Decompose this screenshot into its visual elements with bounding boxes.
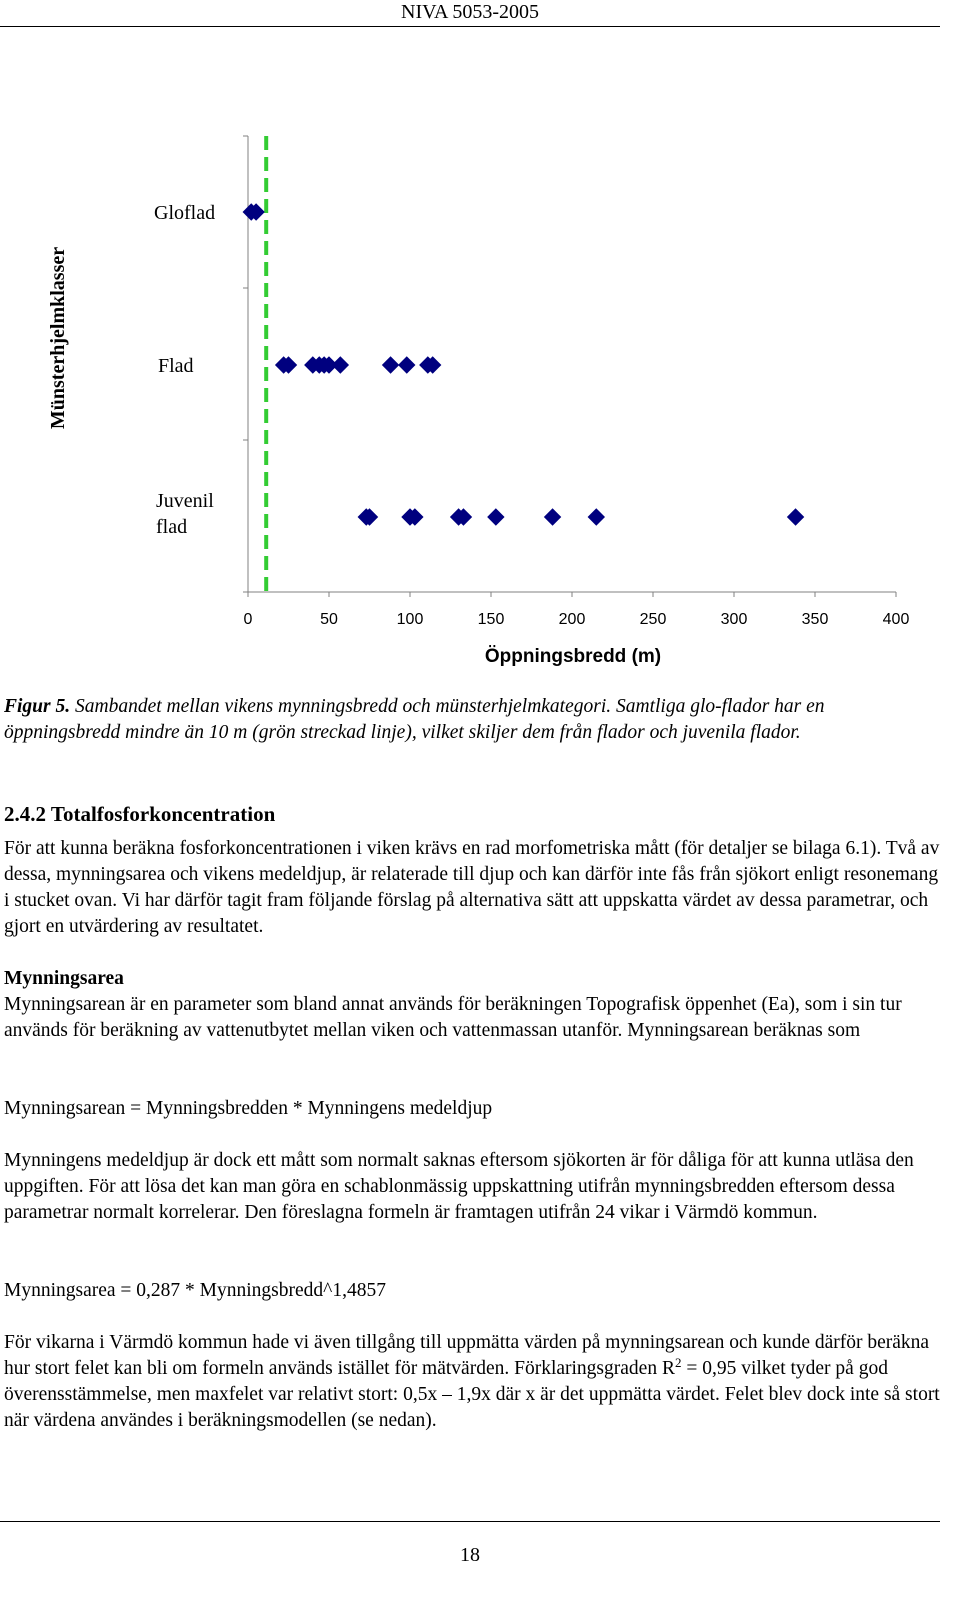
x-tick-label: 400: [882, 611, 910, 628]
category-labels: [154, 202, 215, 538]
figure-caption: [4, 694, 940, 746]
data-point: [399, 357, 415, 373]
data-point: [332, 357, 348, 373]
mynningsarea-paragraph: Mynningsarean är en parameter som bland annat används för beräkningen Topografisk öppenhet (Ea), som i sin tur används för beräkning av vattenutbytet mellan viken och vattenmassan utanför. Mynningsarean beräknas som: [4, 994, 902, 1041]
mynningsarea-block: [4, 966, 940, 1044]
varmdo-paragraph: [4, 1330, 940, 1434]
scatter-chart: [0, 120, 960, 680]
formula-mynningsarean: Mynningsarean = Mynningsbredden * Mynningens medeldjup: [4, 1098, 493, 1119]
r-squared-superscript: 2: [674, 1355, 682, 1370]
x-tick-label: 50: [320, 611, 338, 628]
x-axis-title-group: [485, 646, 661, 667]
x-tick-labels: [244, 611, 910, 628]
x-axis-title: Öppningsbredd (m): [484, 646, 662, 667]
category-label: Juvenil flad: [156, 490, 214, 538]
formula-mynningsarea: Mynningsarea = 0,287 * Mynningsbredd^1,4857: [4, 1280, 386, 1301]
data-point: [588, 509, 604, 525]
data-point: [488, 509, 504, 525]
varmdo-text-a: För vikarna i Värmdö kommun hade vi även tillgång till uppmätta värden på mynningsarean och kunde därför beräkna hur stort felet kan bli om formeln används istället för mätvärden. Förklaringsgraden R: [4, 1332, 930, 1379]
figure-caption-text: Sambandet mellan vikens mynningsbredd och münsterhjelmkategori. Samtliga glo-flador har en öppningsbredd mindre än 10 m (grön streckad linje), vilket skiljer dem från flador och juvenila flador.: [4, 696, 825, 743]
varmdo-text-b: = 0,95 vilket tyder på god överensstämmelse, men maxfelet var relativt stort: 0,5x – 1,9x där x är det uppmätta värdet. Felet blev dock inte så stort när värdena användes i beräkningsmodellen (se nedan).: [4, 1358, 940, 1431]
y-axis-title-group: [47, 247, 69, 429]
medeldjup-paragraph: Mynningens medeldjup är dock ett mått som normalt saknas eftersom sjökorten är för dåliga för att kunna utläsa den uppgiften. För att lösa det kan man göra en schablonmässig uppskattning utifrån mynningsbredden eftersom dessa parametrar normalt korrelerar. Den föreslagna formeln är framtagen utifrån 24 vikar i Värmdö kommun.: [4, 1150, 914, 1223]
x-tick-label: 250: [639, 611, 667, 628]
data-point: [383, 357, 399, 373]
figure-label: Figur 5.: [4, 696, 71, 717]
x-tick-label: 0: [243, 611, 253, 628]
page-number: 18: [460, 1544, 480, 1566]
report-id: NIVA 5053-2005: [401, 1, 539, 23]
section-heading: 2.4.2 Totalfosforkoncentration: [4, 802, 276, 826]
x-tick-label: 350: [801, 611, 829, 628]
x-tick-label: 300: [720, 611, 748, 628]
x-tick-label: 100: [396, 611, 424, 628]
x-tick-label: 200: [558, 611, 586, 628]
y-axis-title: Münsterhjelmklasser: [47, 246, 69, 430]
x-tick-label: 150: [477, 611, 505, 628]
category-label: Flad: [158, 355, 194, 377]
data-points: [243, 204, 803, 525]
intro-paragraph: För att kunna beräkna fosforkoncentrationen i viken krävs en rad morfometriska mått (för detaljer se bilaga 6.1). Två av dessa, mynningsarea och vikens medeldjup, är relaterade till djup och kan därför inte fås från sjökort enligt resonemang i stucket ovan. Vi har därför tagit fram följande förslag på alternativa sätt att uppskatta värdet av dessa parametrar, och gjort en utvärdering av resultatet.: [4, 838, 940, 937]
footer-rule: [0, 1521, 940, 1522]
subheading-mynningsarea: Mynningsarea: [4, 968, 124, 989]
data-point: [545, 509, 561, 525]
page-header: [0, 0, 940, 27]
category-label: Gloflad: [154, 202, 216, 224]
data-point: [788, 509, 804, 525]
